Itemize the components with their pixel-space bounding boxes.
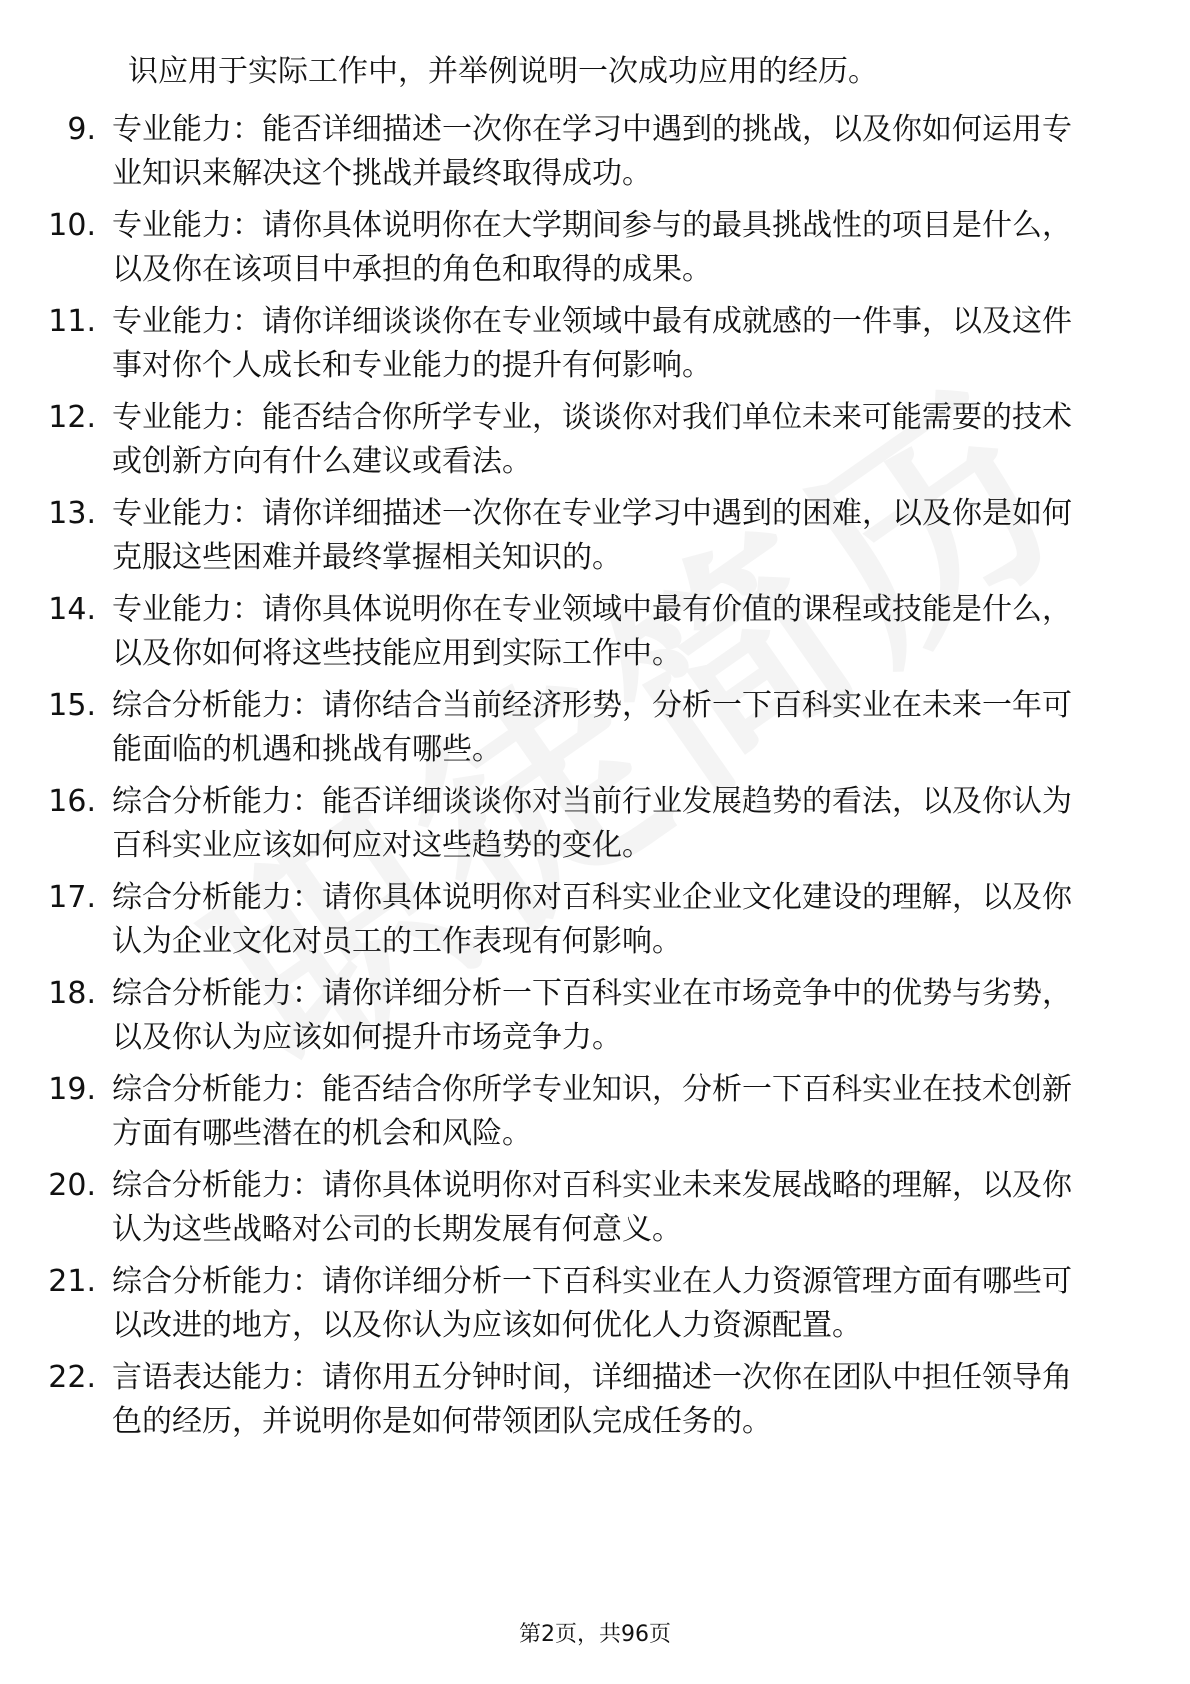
question-number: 15. <box>48 688 96 723</box>
question-number: 20. <box>48 1168 96 1203</box>
question-item <box>0 588 1190 676</box>
question-item <box>0 876 1190 964</box>
question-text: 专业能力：能否详细描述一次你在学习中遇到的挑战，以及你如何运用专业知识来解决这个挑战并最终取得成功。 <box>112 112 1072 191</box>
page-number-footer: 第2页，共96页 <box>519 1622 671 1647</box>
question-text: 综合分析能力：能否结合你所学专业知识，分析一下百科实业在技术创新方面有哪些潜在的机会和风险。 <box>112 1072 1072 1151</box>
question-text: 综合分析能力：请你具体说明你对百科实业未来发展战略的理解，以及你认为这些战略对公司的长期发展有何意义。 <box>112 1168 1072 1247</box>
question-text: 综合分析能力：请你详细分析一下百科实业在人力资源管理方面有哪些可以改进的地方，以及你认为应该如何优化人力资源配置。 <box>112 1264 1072 1343</box>
question-text: 综合分析能力：能否详细谈谈你对当前行业发展趋势的看法，以及你认为百科实业应该如何应对这些趋势的变化。 <box>112 784 1072 863</box>
question-number: 17. <box>48 880 96 915</box>
question-number: 21. <box>48 1264 96 1299</box>
question-number: 18. <box>48 976 96 1011</box>
question-number: 10. <box>48 208 96 243</box>
question-text: 言语表达能力：请你用五分钟时间，详细描述一次你在团队中担任领导角色的经历，并说明你是如何带领团队完成任务的。 <box>112 1360 1072 1439</box>
question-item <box>0 1164 1190 1252</box>
question-text: 专业能力：能否结合你所学专业，谈谈你对我们单位未来可能需要的技术或创新方向有什么建议或看法。 <box>112 400 1072 479</box>
question-item <box>0 300 1190 388</box>
question-text: 综合分析能力：请你具体说明你对百科实业企业文化建设的理解，以及你认为企业文化对员工的工作表现有何影响。 <box>112 880 1072 959</box>
question-text: 专业能力：请你详细谈谈你在专业领域中最有成就感的一件事，以及这件事对你个人成长和专业能力的提升有何影响。 <box>112 304 1072 383</box>
question-number: 14. <box>48 592 96 627</box>
question-item <box>0 1068 1190 1156</box>
question-list <box>0 108 1190 1452</box>
question-item <box>0 108 1190 196</box>
question-item <box>0 684 1190 772</box>
question-item <box>0 396 1190 484</box>
question-number: 16. <box>48 784 96 819</box>
question-number: 19. <box>48 1072 96 1107</box>
question-item <box>0 972 1190 1060</box>
question-item <box>0 780 1190 868</box>
question-item <box>0 204 1190 292</box>
question-number: 13. <box>48 496 96 531</box>
question-text: 专业能力：请你具体说明你在大学期间参与的最具挑战性的项目是什么，以及你在该项目中承担的角色和取得的成果。 <box>112 208 1072 287</box>
question-text: 专业能力：请你具体说明你在专业领域中最有价值的课程或技能是什么，以及你如何将这些技能应用到实际工作中。 <box>112 592 1072 671</box>
question-number: 12. <box>48 400 96 435</box>
question-number: 9. <box>67 112 96 147</box>
question-number: 11. <box>48 304 96 339</box>
continued-question-text: 识应用于实际工作中，并举例说明一次成功应用的经历。 <box>128 54 878 89</box>
question-text: 专业能力：请你详细描述一次你在专业学习中遇到的困难，以及你是如何克服这些困难并最终掌握相关知识的。 <box>112 496 1072 575</box>
question-text: 综合分析能力：请你详细分析一下百科实业在市场竞争中的优势与劣势，以及你认为应该如何提升市场竞争力。 <box>112 976 1072 1055</box>
question-text: 综合分析能力：请你结合当前经济形势，分析一下百科实业在未来一年可能面临的机遇和挑战有哪些。 <box>112 688 1072 767</box>
question-item <box>0 1356 1190 1444</box>
question-number: 22. <box>48 1360 96 1395</box>
question-item <box>0 1260 1190 1348</box>
question-item <box>0 492 1190 580</box>
